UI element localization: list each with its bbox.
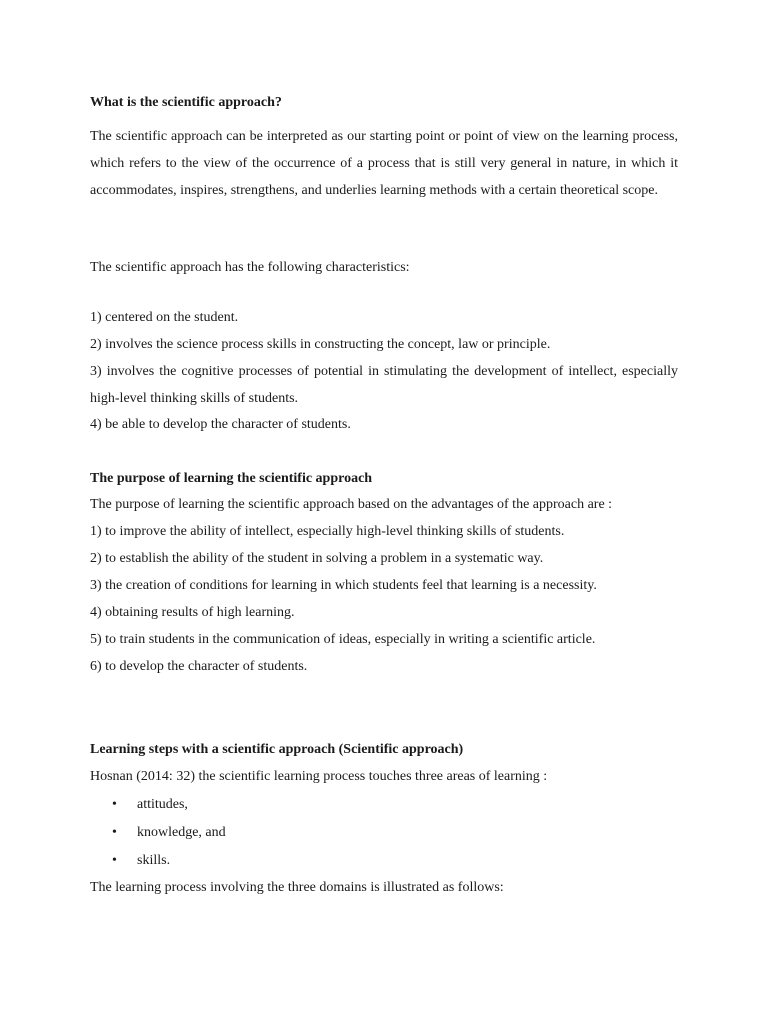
characteristic-item: 3) involves the cognitive processes of potential in stimulating the development of intellect, especially high-level thinking skills of students. — [90, 364, 678, 406]
purpose-intro: The purpose of learning the scientific approach based on the advantages of the approach are : — [90, 497, 613, 512]
bullet-icon: • — [112, 797, 117, 812]
purpose-item: 6) to develop the character of students. — [90, 659, 308, 674]
purpose-item: 1) to improve the ability of intellect, especially high-level thinking skills of students. — [90, 524, 565, 539]
purpose-item: 4) obtaining results of high learning. — [90, 605, 295, 620]
heading-purpose: The purpose of learning the scientific approach — [90, 471, 373, 486]
heading-what-is-scientific-approach: What is the scientific approach? — [90, 95, 282, 110]
characteristic-item: 4) be able to develop the character of students. — [90, 417, 351, 432]
bullet-icon: • — [112, 853, 117, 868]
heading-learning-steps: Learning steps with a scientific approach (Scientific approach) — [90, 742, 464, 757]
purpose-item: 3) the creation of conditions for learning in which students feel that learning is a necessity. — [90, 578, 597, 593]
characteristic-item: 2) involves the science process skills in constructing the concept, law or principle. — [90, 337, 551, 352]
paragraph-definition: The scientific approach can be interpreted as our starting point or point of view on the learning process, which refers to the view of the occurrence of a process that is still very general in nature, in which it accommodates, inspires, strengthens, and underlies learning methods with a certain theoretical scope. — [90, 129, 678, 198]
purpose-item: 2) to establish the ability of the student in solving a problem in a systematic way. — [90, 551, 544, 566]
closing-line: The learning process involving the three domains is illustrated as follows: — [90, 880, 504, 895]
characteristic-item: 1) centered on the student. — [90, 310, 239, 325]
learning-steps-intro: Hosnan (2014: 32) the scientific learning process touches three areas of learning : — [90, 769, 548, 784]
bullet-icon: • — [112, 825, 117, 840]
bullet-text: attitudes, — [137, 797, 188, 812]
bullet-text: skills. — [137, 853, 171, 868]
bullet-text: knowledge, and — [137, 825, 226, 840]
characteristics-intro: The scientific approach has the following characteristics: — [90, 260, 410, 275]
purpose-item: 5) to train students in the communication of ideas, especially in writing a scientific article. — [90, 632, 596, 647]
